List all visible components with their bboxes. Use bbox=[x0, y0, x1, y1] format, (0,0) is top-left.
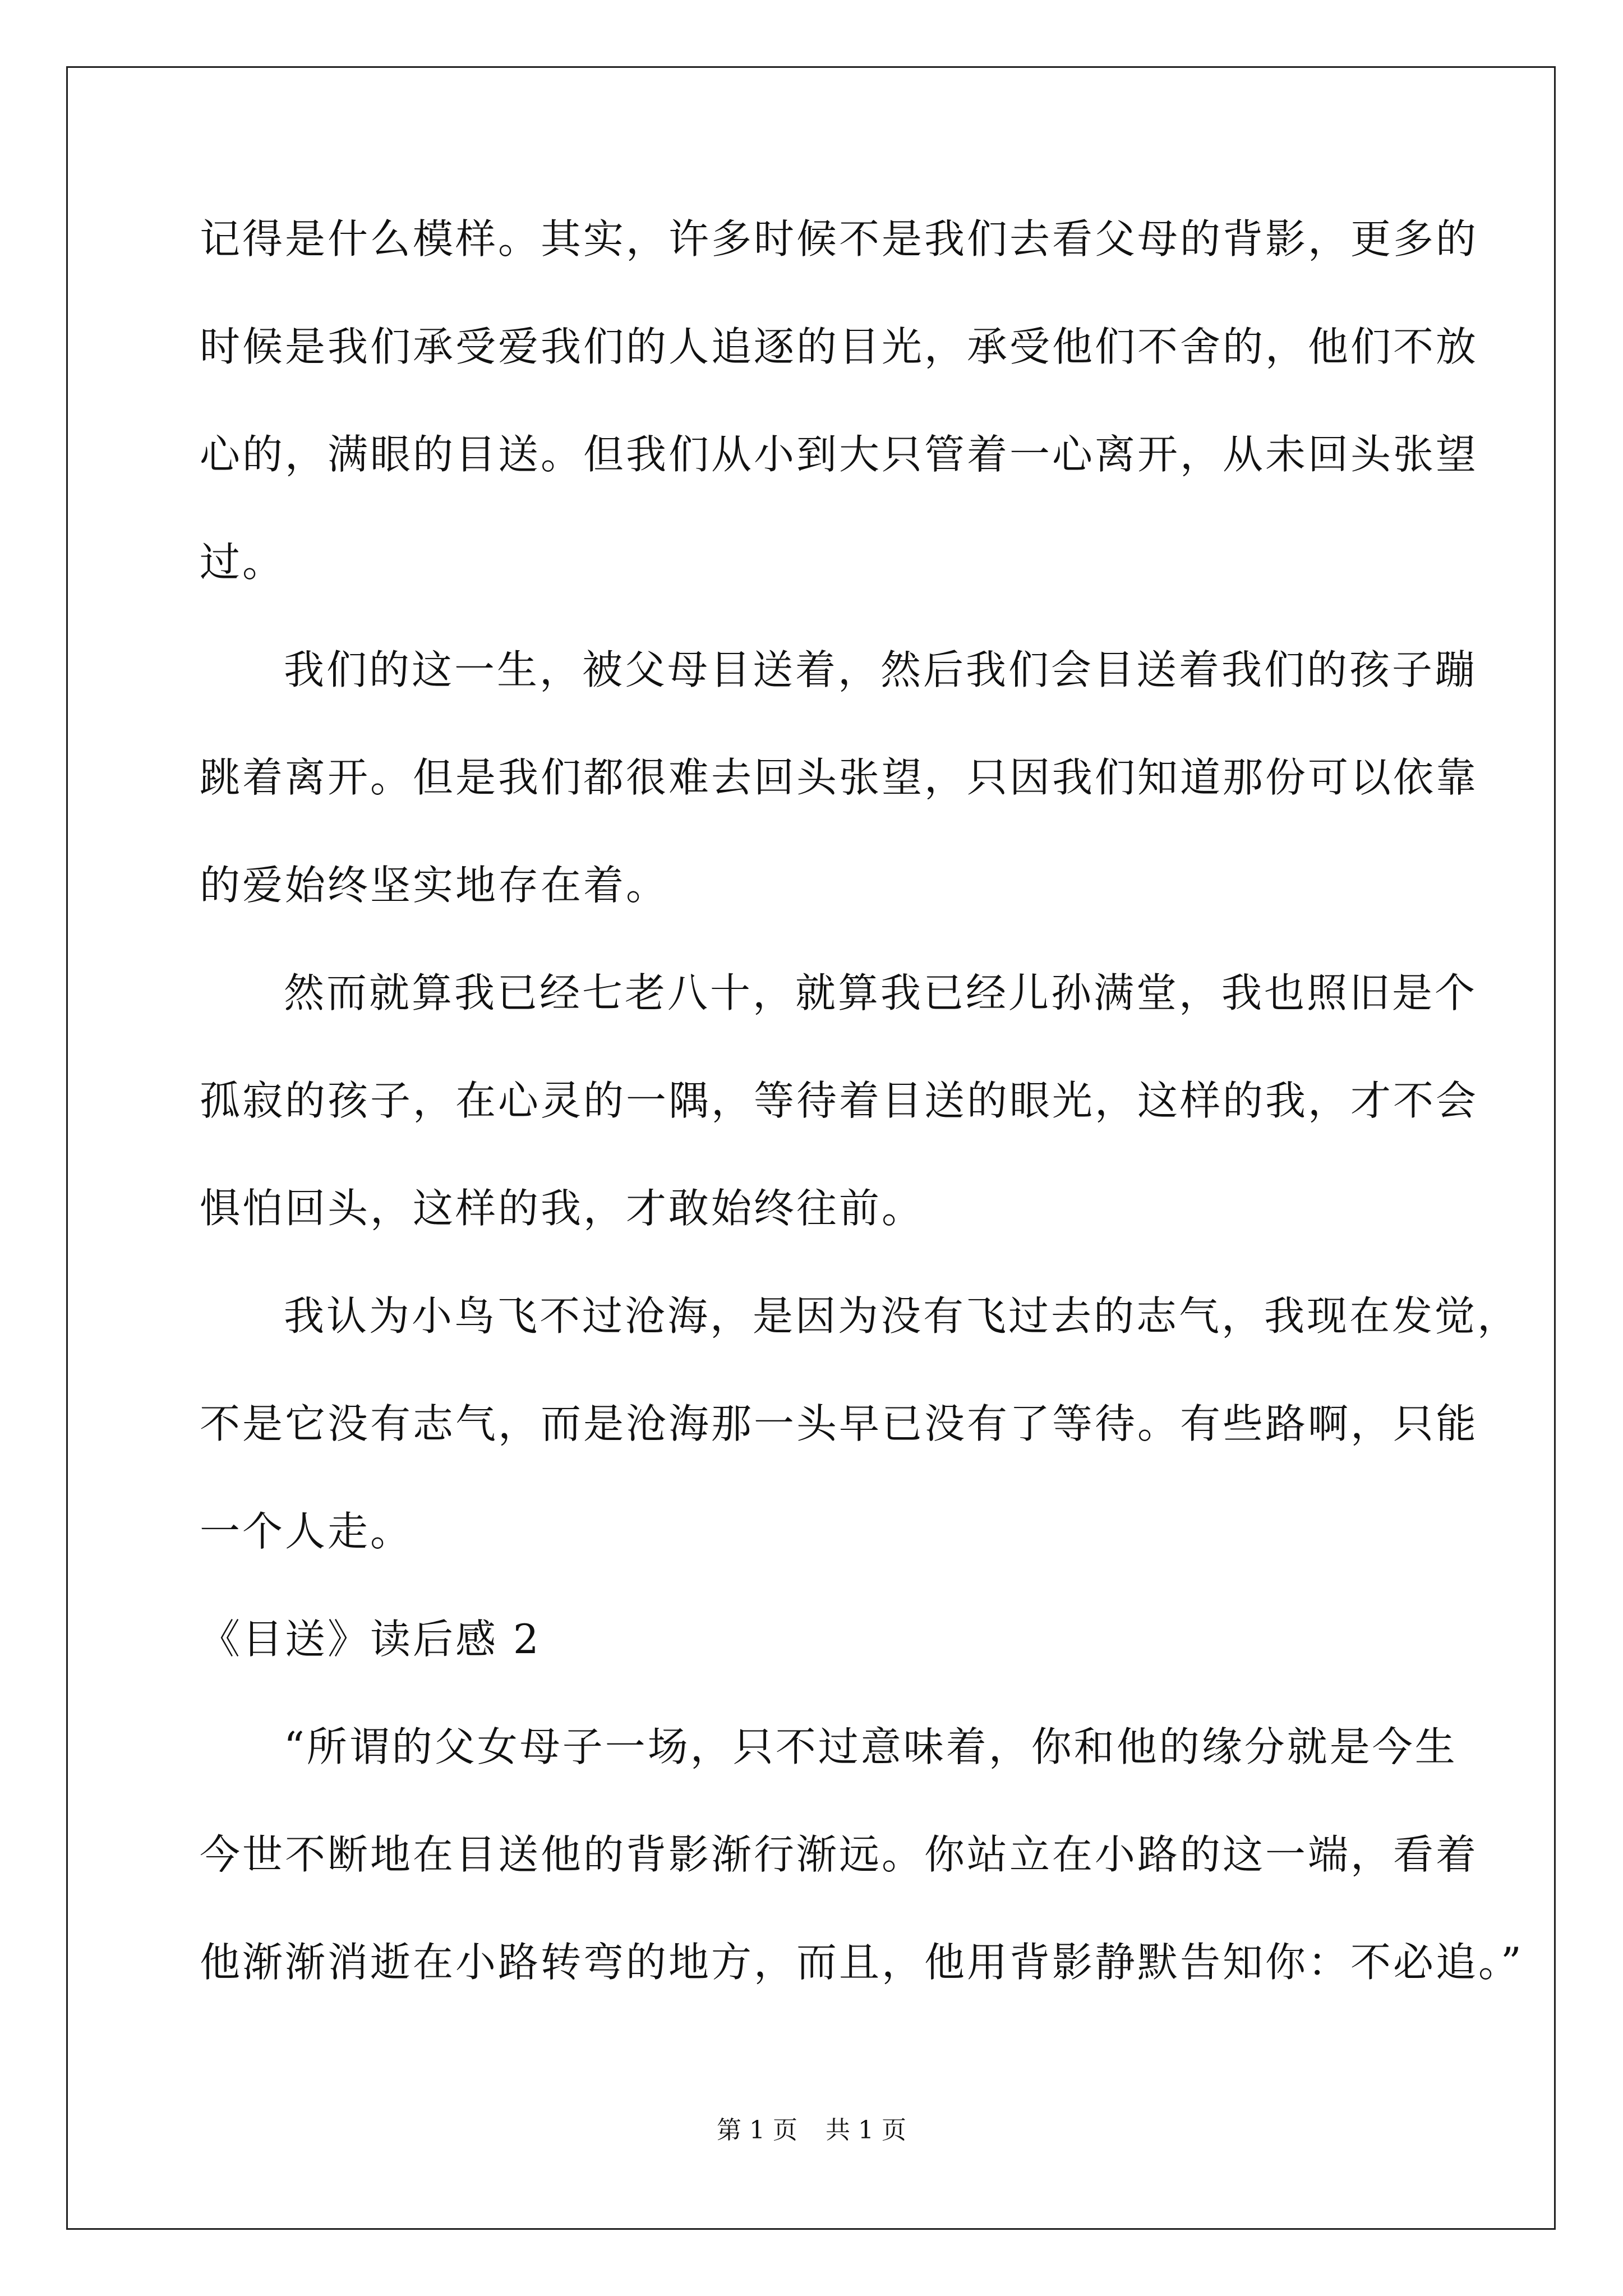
text-line: 一个人走。 bbox=[200, 1508, 413, 1555]
page-number-current: 第 1 页 bbox=[717, 2116, 797, 2145]
text-line: 心的，满眼的目送。但我们从小到大只管着一心离开，从未回头张望 bbox=[200, 431, 1479, 478]
text-line: 我们的这一生，被父母目送着，然后我们会目送着我们的孩子蹦 bbox=[284, 646, 1478, 693]
text-line: 不是它没有志气，而是沧海那一头早已没有了等待。有些路啊，只能 bbox=[200, 1400, 1479, 1447]
text-line: 今世不断地在目送他的背影渐行渐远。你站立在小路的这一端，看着 bbox=[200, 1831, 1479, 1878]
text-line: 跳着离开。但是我们都很难去回头张望，只因我们知道那份可以依靠 bbox=[200, 754, 1479, 801]
text-line: 的爱始终坚实地存在着。 bbox=[200, 862, 669, 909]
text-line: 惧怕回头，这样的我，才敢始终往前。 bbox=[200, 1185, 925, 1232]
text-line: “所谓的父女母子一场，只不过意味着，你和他的缘分就是今生 bbox=[284, 1723, 1458, 1770]
text-line: 过。 bbox=[200, 539, 285, 586]
text-line: 孤寂的孩子，在心灵的一隅，等待着目送的眼光，这样的我，才不会 bbox=[200, 1077, 1479, 1124]
page-number-total: 共 1 页 bbox=[826, 2116, 906, 2145]
text-line: 时候是我们承受爱我们的人追逐的目光，承受他们不舍的，他们不放 bbox=[200, 323, 1479, 370]
text-line: 他渐渐消逝在小路转弯的地方，而且，他用背影静默告知你：不必追。” bbox=[200, 1939, 1524, 1986]
section-heading: 《目送》读后感 2 bbox=[200, 1616, 541, 1663]
text-line: 记得是什么模样。其实，许多时候不是我们去看父母的背影，更多的 bbox=[200, 215, 1479, 263]
page-footer bbox=[0, 2114, 1623, 2147]
text-line: 我认为小鸟飞不过沧海，是因为没有飞过去的志气，我现在发觉， bbox=[284, 1292, 1520, 1340]
text-line: 然而就算我已经七老八十，就算我已经儿孙满堂，我也照旧是个 bbox=[284, 969, 1478, 1016]
document-body bbox=[200, 212, 1524, 2043]
